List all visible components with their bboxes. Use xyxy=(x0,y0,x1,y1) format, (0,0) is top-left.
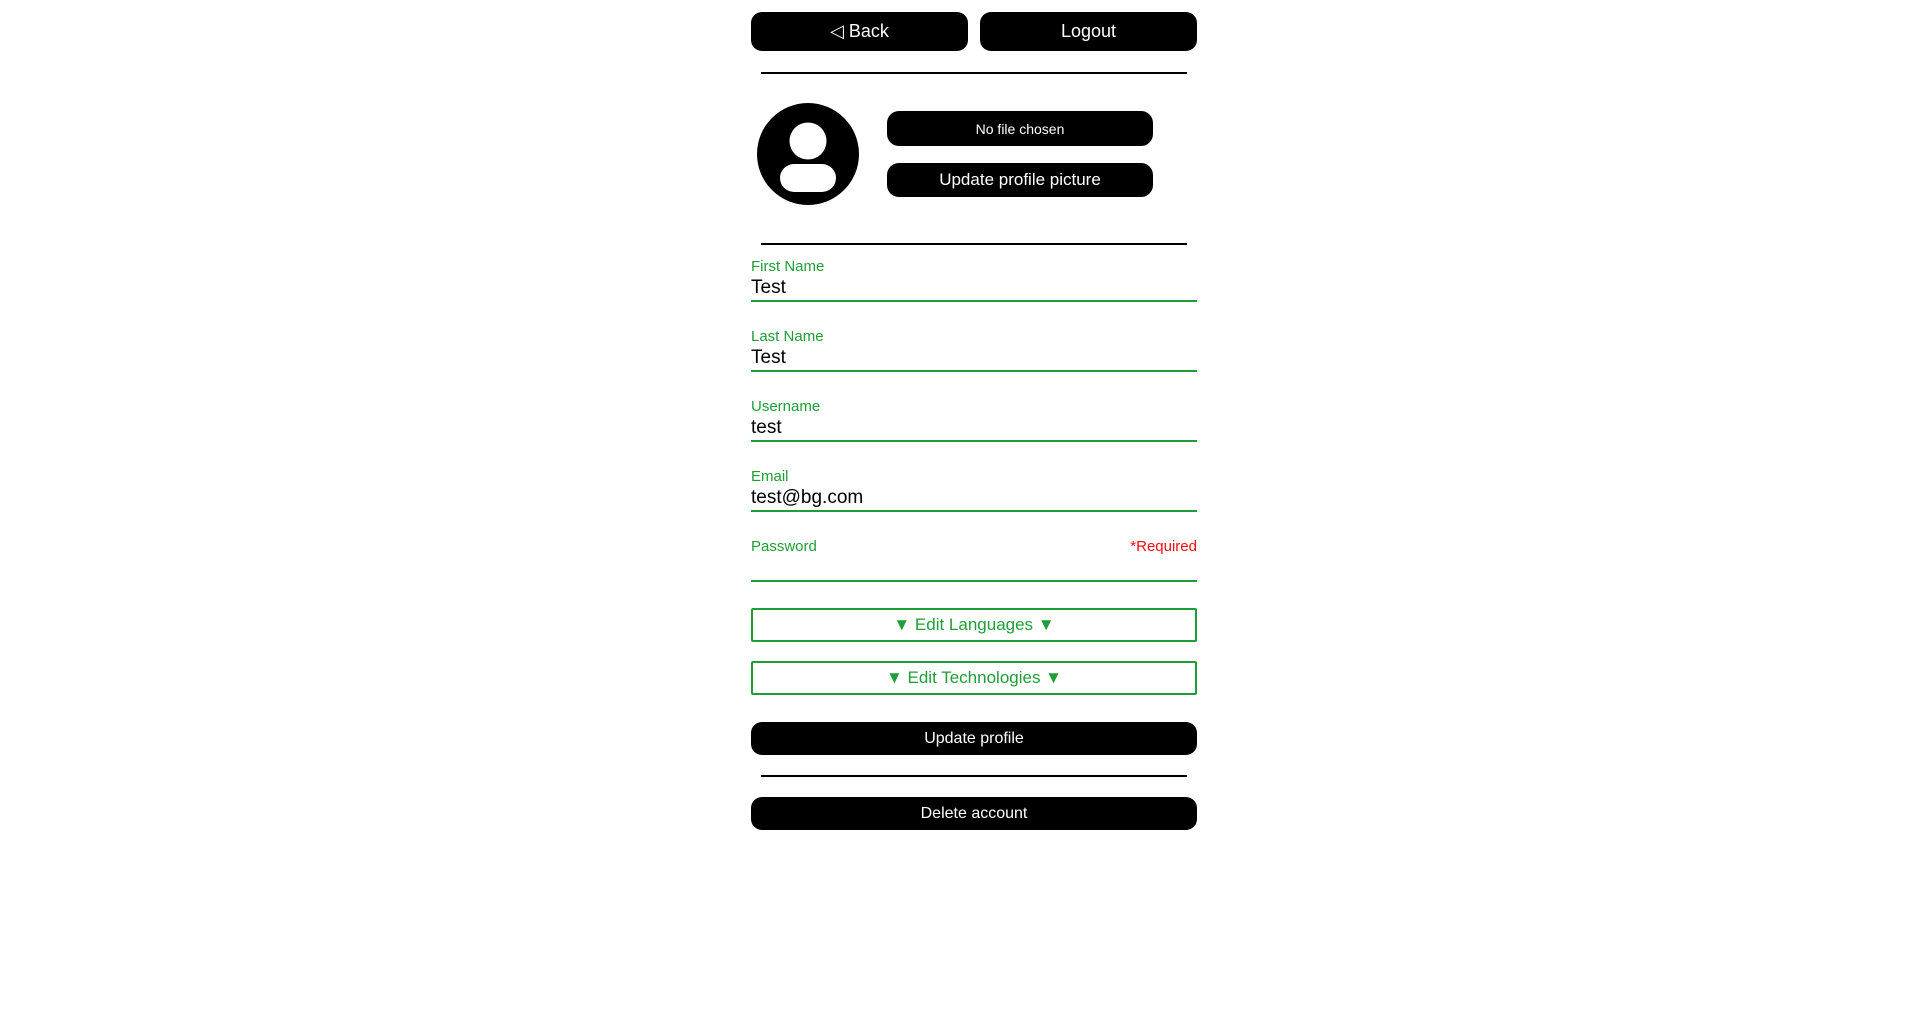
profile-picture-section xyxy=(751,103,1197,205)
file-input-button[interactable]: No file chosen xyxy=(887,111,1153,146)
update-profile-button[interactable]: Update profile xyxy=(751,722,1197,755)
profile-page xyxy=(751,0,1197,830)
first-name-label: First Name xyxy=(751,258,825,275)
delete-account-button[interactable]: Delete account xyxy=(751,797,1197,830)
divider-before-delete xyxy=(761,775,1187,777)
required-badge: *Required xyxy=(1130,538,1197,555)
person-circle-icon xyxy=(757,103,859,205)
update-picture-button[interactable]: Update profile picture xyxy=(887,163,1153,197)
first-name-input[interactable] xyxy=(751,276,1197,302)
edit-languages-button[interactable]: ▼ Edit Languages ▼ xyxy=(751,608,1197,642)
last-name-label: Last Name xyxy=(751,328,824,345)
divider-top xyxy=(761,72,1187,74)
profile-form xyxy=(751,258,1197,755)
email-input[interactable] xyxy=(751,486,1197,512)
back-button[interactable]: ◁ Back xyxy=(751,12,968,51)
email-field-group xyxy=(751,468,1197,512)
password-input[interactable] xyxy=(751,556,1197,582)
password-field-group xyxy=(751,538,1197,582)
edit-technologies-button[interactable]: ▼ Edit Technologies ▼ xyxy=(751,661,1197,695)
password-label: Password xyxy=(751,538,817,555)
logout-button[interactable]: Logout xyxy=(980,12,1197,51)
username-input[interactable] xyxy=(751,416,1197,442)
last-name-input[interactable] xyxy=(751,346,1197,372)
divider-after-avatar xyxy=(761,243,1187,245)
first-name-field-group xyxy=(751,258,1197,302)
email-label: Email xyxy=(751,468,789,485)
username-label: Username xyxy=(751,398,821,415)
last-name-field-group xyxy=(751,328,1197,372)
picture-buttons xyxy=(887,111,1153,197)
top-button-bar xyxy=(751,12,1197,51)
username-field-group xyxy=(751,398,1197,442)
